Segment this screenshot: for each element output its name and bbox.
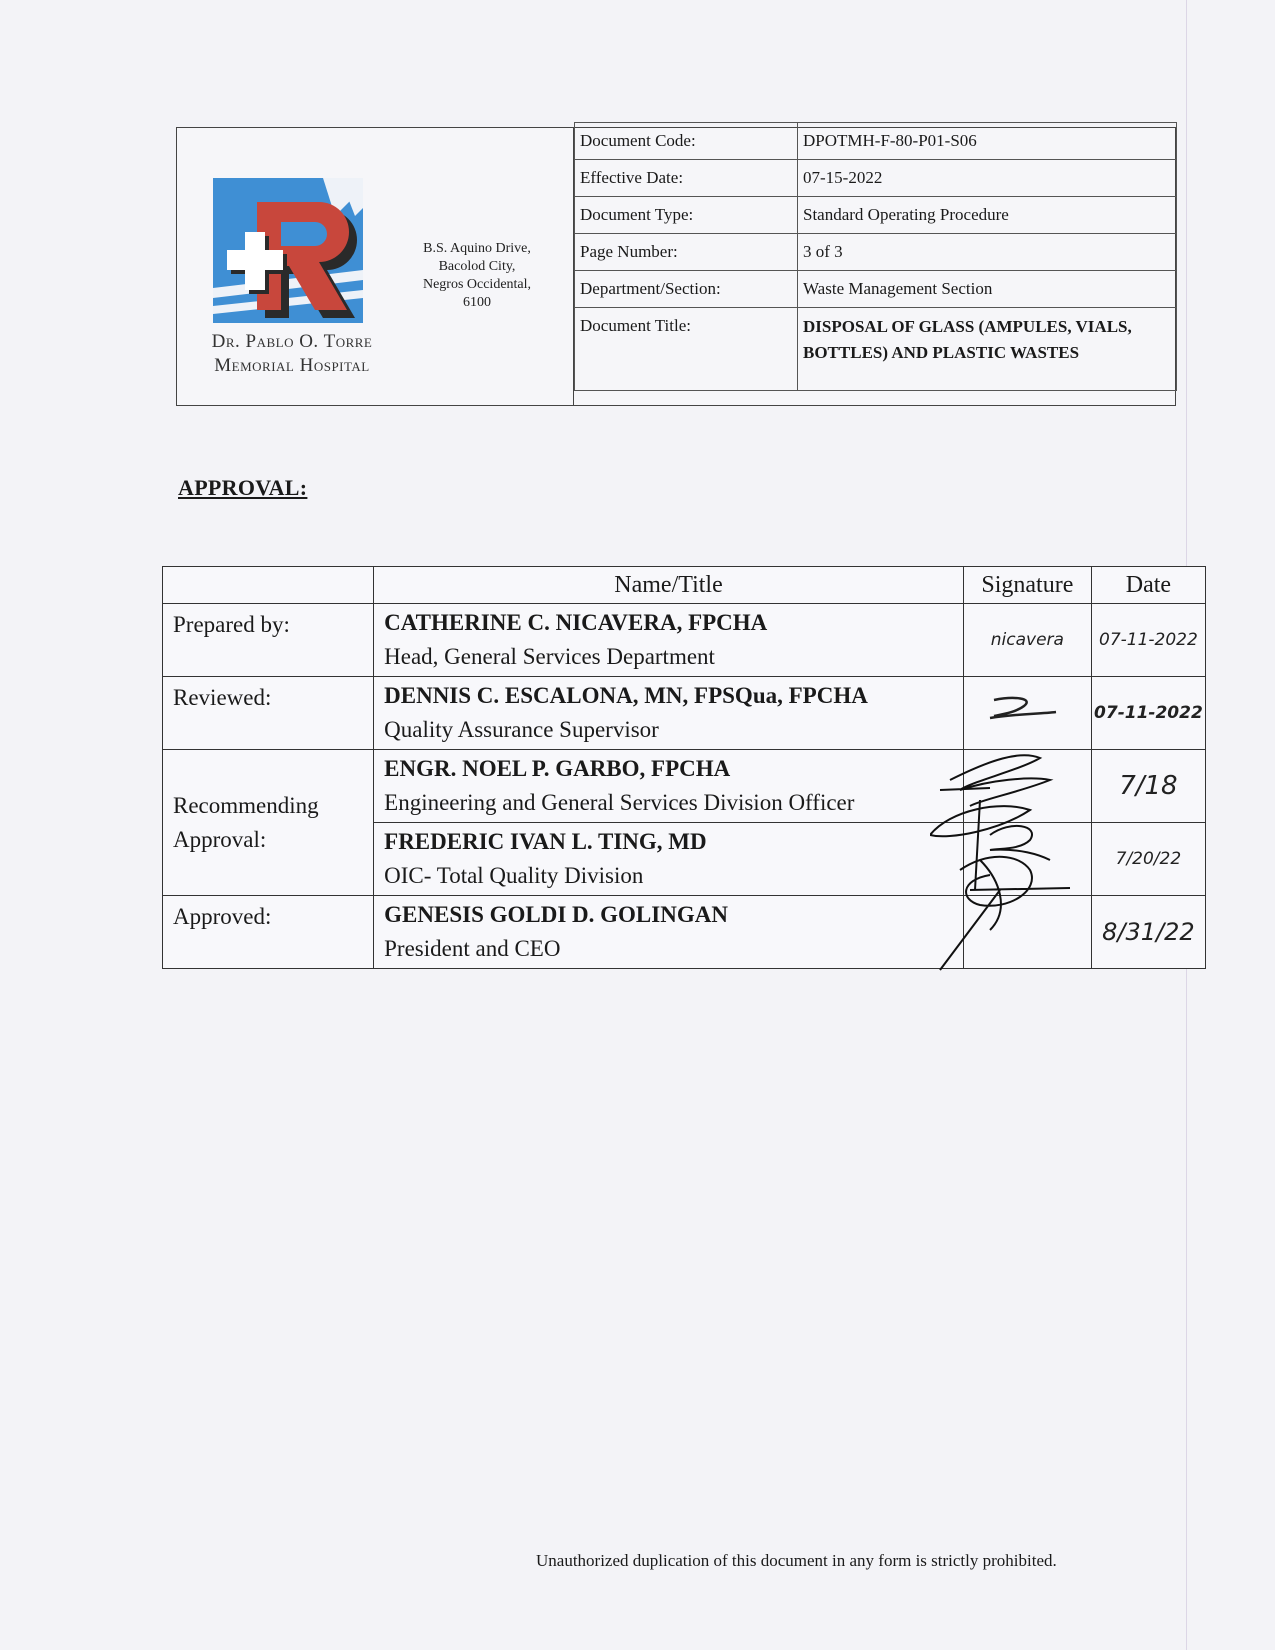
meta-value: Waste Management Section [798, 271, 1177, 308]
role-cell: Prepared by: [163, 604, 374, 677]
meta-value: Standard Operating Procedure [798, 197, 1177, 234]
name-title-cell [374, 823, 964, 896]
approval-header-row [163, 567, 1206, 604]
date-cell [1091, 823, 1205, 896]
address-line: Bacolod City, [438, 259, 516, 274]
date-cell [1091, 604, 1205, 677]
meta-value: 3 of 3 [798, 234, 1177, 271]
signature-cell [963, 896, 1091, 969]
name-title-cell [374, 677, 964, 750]
table-row [163, 677, 1206, 750]
date-cell [1091, 750, 1205, 823]
name-title-cell [374, 896, 964, 969]
name-title-column-header: Name/Title [374, 567, 964, 604]
handwritten-date: 8/31/22 [1102, 918, 1195, 946]
hospital-address [402, 240, 552, 312]
role-cell: Approved: [163, 896, 374, 969]
handwritten-signature: nicavera [990, 630, 1064, 650]
role-column-header [163, 567, 374, 604]
meta-row [575, 123, 1177, 160]
meta-value: DPOTMH-F-80-P01-S06 [798, 123, 1177, 160]
meta-label: Page Number: [575, 234, 798, 271]
signature-cell [963, 750, 1091, 823]
date-column-header: Date [1091, 567, 1205, 604]
hospital-name [177, 330, 407, 378]
hospital-name-line2: Memorial Hospital [214, 355, 370, 376]
meta-label: Document Title: [575, 308, 798, 391]
logo-cell [177, 128, 574, 405]
role-cell: Reviewed: [163, 677, 374, 750]
signatory-title: Quality Assurance Supervisor [384, 717, 659, 742]
meta-row [575, 234, 1177, 271]
hospital-logo-icon [213, 178, 373, 328]
signature-cell [963, 604, 1091, 677]
signature-cell [963, 677, 1091, 750]
table-row [163, 896, 1206, 969]
meta-value: 07-15-2022 [798, 160, 1177, 197]
signature-cell [963, 823, 1091, 896]
name-title-cell [374, 604, 964, 677]
signatory-title: Engineering and General Services Division Officer [384, 790, 855, 815]
meta-label: Department/Section: [575, 271, 798, 308]
handwritten-date: 7/20/22 [1115, 849, 1182, 869]
table-row [163, 604, 1206, 677]
signatory-name: DENNIS C. ESCALONA, MN, FPSQua, FPCHA [384, 683, 868, 708]
signatory-name: CATHERINE C. NICAVERA, FPCHA [384, 610, 768, 635]
meta-label: Document Code: [575, 123, 798, 160]
signatory-name: FREDERIC IVAN L. TING, MD [384, 829, 707, 854]
meta-row [575, 197, 1177, 234]
meta-row [575, 271, 1177, 308]
address-line: B.S. Aquino Drive, [423, 241, 531, 256]
handwritten-date: 07-11-2022 [1094, 703, 1203, 723]
signatory-title: Head, General Services Department [384, 644, 715, 669]
handwritten-date: 7/18 [1119, 771, 1178, 801]
address-line: Negros Occidental, [422, 277, 532, 292]
hospital-name-line1: Dr. Pablo O. Torre [211, 331, 373, 352]
document-header [176, 127, 1176, 406]
signature-mark-icon [964, 688, 1086, 728]
signatory-name: ENGR. NOEL P. GARBO, FPCHA [384, 756, 731, 781]
table-row [163, 750, 1206, 823]
signatory-name: GENESIS GOLDI D. GOLINGAN [384, 902, 728, 927]
signatory-title: President and CEO [384, 936, 561, 961]
meta-row [575, 308, 1177, 391]
meta-label: Effective Date: [575, 160, 798, 197]
document-title: DISPOSAL OF GLASS (AMPULES, VIALS, BOTTLES) AND PLASTIC WASTES [798, 308, 1177, 391]
approval-table [162, 566, 1206, 969]
approval-heading: APPROVAL: [178, 475, 308, 500]
date-cell [1091, 896, 1205, 969]
meta-label: Document Type: [575, 197, 798, 234]
address-line: 6100 [463, 295, 491, 310]
date-cell [1091, 677, 1205, 750]
handwritten-date: 07-11-2022 [1099, 630, 1198, 650]
meta-row [575, 160, 1177, 197]
signature-column-header: Signature [963, 567, 1091, 604]
name-title-cell [374, 750, 964, 823]
footer-notice: Unauthorized duplication of this document in any form is strictly prohibited. [536, 1551, 1057, 1570]
document-meta-table [574, 122, 1177, 391]
role-label: Recommending Approval: [173, 792, 319, 852]
role-cell [163, 750, 374, 896]
signatory-title: OIC- Total Quality Division [384, 863, 644, 888]
